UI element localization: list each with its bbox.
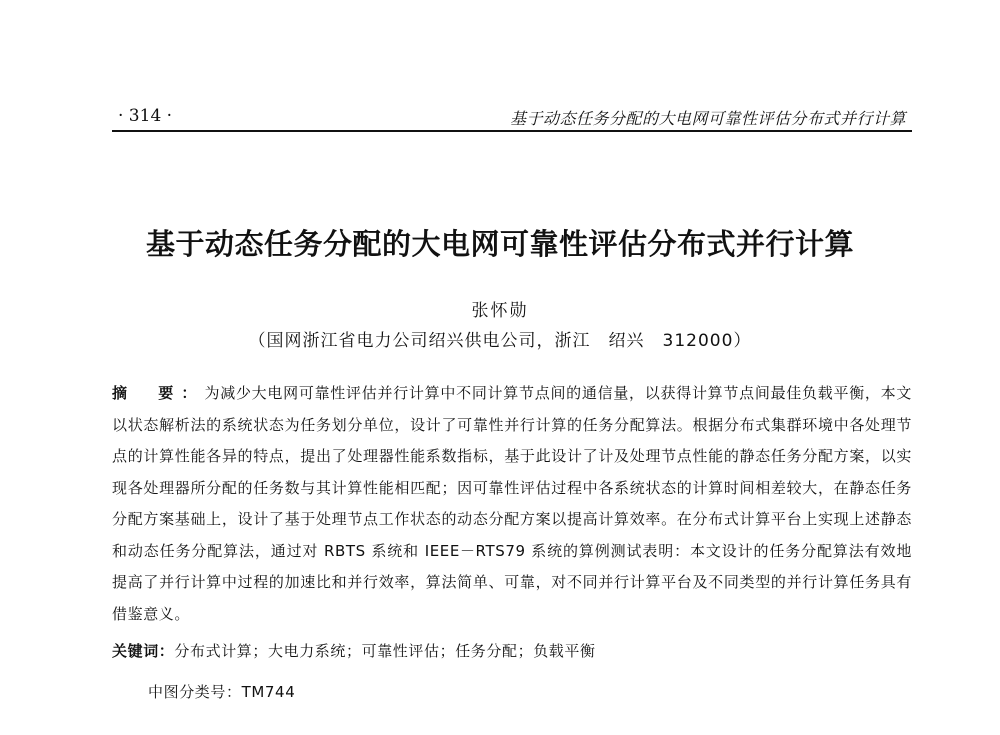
running-title: 基于动态任务分配的大电网可靠性评估分布式并行计算 [509, 109, 906, 128]
running-header [112, 104, 912, 132]
paper-title: 基于动态任务分配的大电网可靠性评估分布式并行计算 [145, 227, 854, 261]
abstract-text: 为减少大电网可靠性评估并行计算中不同计算节点间的通信量，以获得计算节点间最佳负载平衡，本文以状态解析法的系统状态为任务划分单位，设计了可靠性并行计算的任务分配算法。根据分布式集群环境中各处理节点的计算性能各异的特点，提出了处理器性能系数指标，基于此设计了计及处理节点性能的静态任务分配方案，以实现各处理器所分配的任务数与其计算性能相匹配；因可靠性评估过程中各系统状态的计算时间相差较大，在静态任务分配方案基础上，设计了基于处理节点工作状态的动态分配方案以提高计算效率。在分布式计算平台上实现上述静态和动态任务分配算法，通过对 RBTS 系统和 IEEE－RTS79 系统的算例测试表明：本文设计的任务分配算法有效地提高了并行计算中过程的加速比和并行效率，算法简单、可靠，对不同并行计算平台及不同类型的并行计算任务具有借鉴意义。 [112, 384, 912, 623]
abstract [112, 378, 912, 630]
classification-number [148, 681, 295, 702]
keywords-label: 关键词： [112, 642, 175, 660]
abstract-label: 摘 要： [112, 384, 205, 402]
author-name: 张怀勋 [471, 301, 529, 321]
author-affiliation: （国网浙江省电力公司绍兴供电公司，浙江 绍兴 312000） [248, 331, 752, 351]
keywords-text: 分布式计算；大电力系统；可靠性评估；任务分配；负载平衡 [174, 642, 596, 660]
classification-label: 中图分类号： [148, 683, 242, 701]
page-number: · 314 · [118, 106, 173, 126]
classification-code: TM744 [241, 683, 296, 701]
keywords [112, 640, 912, 661]
